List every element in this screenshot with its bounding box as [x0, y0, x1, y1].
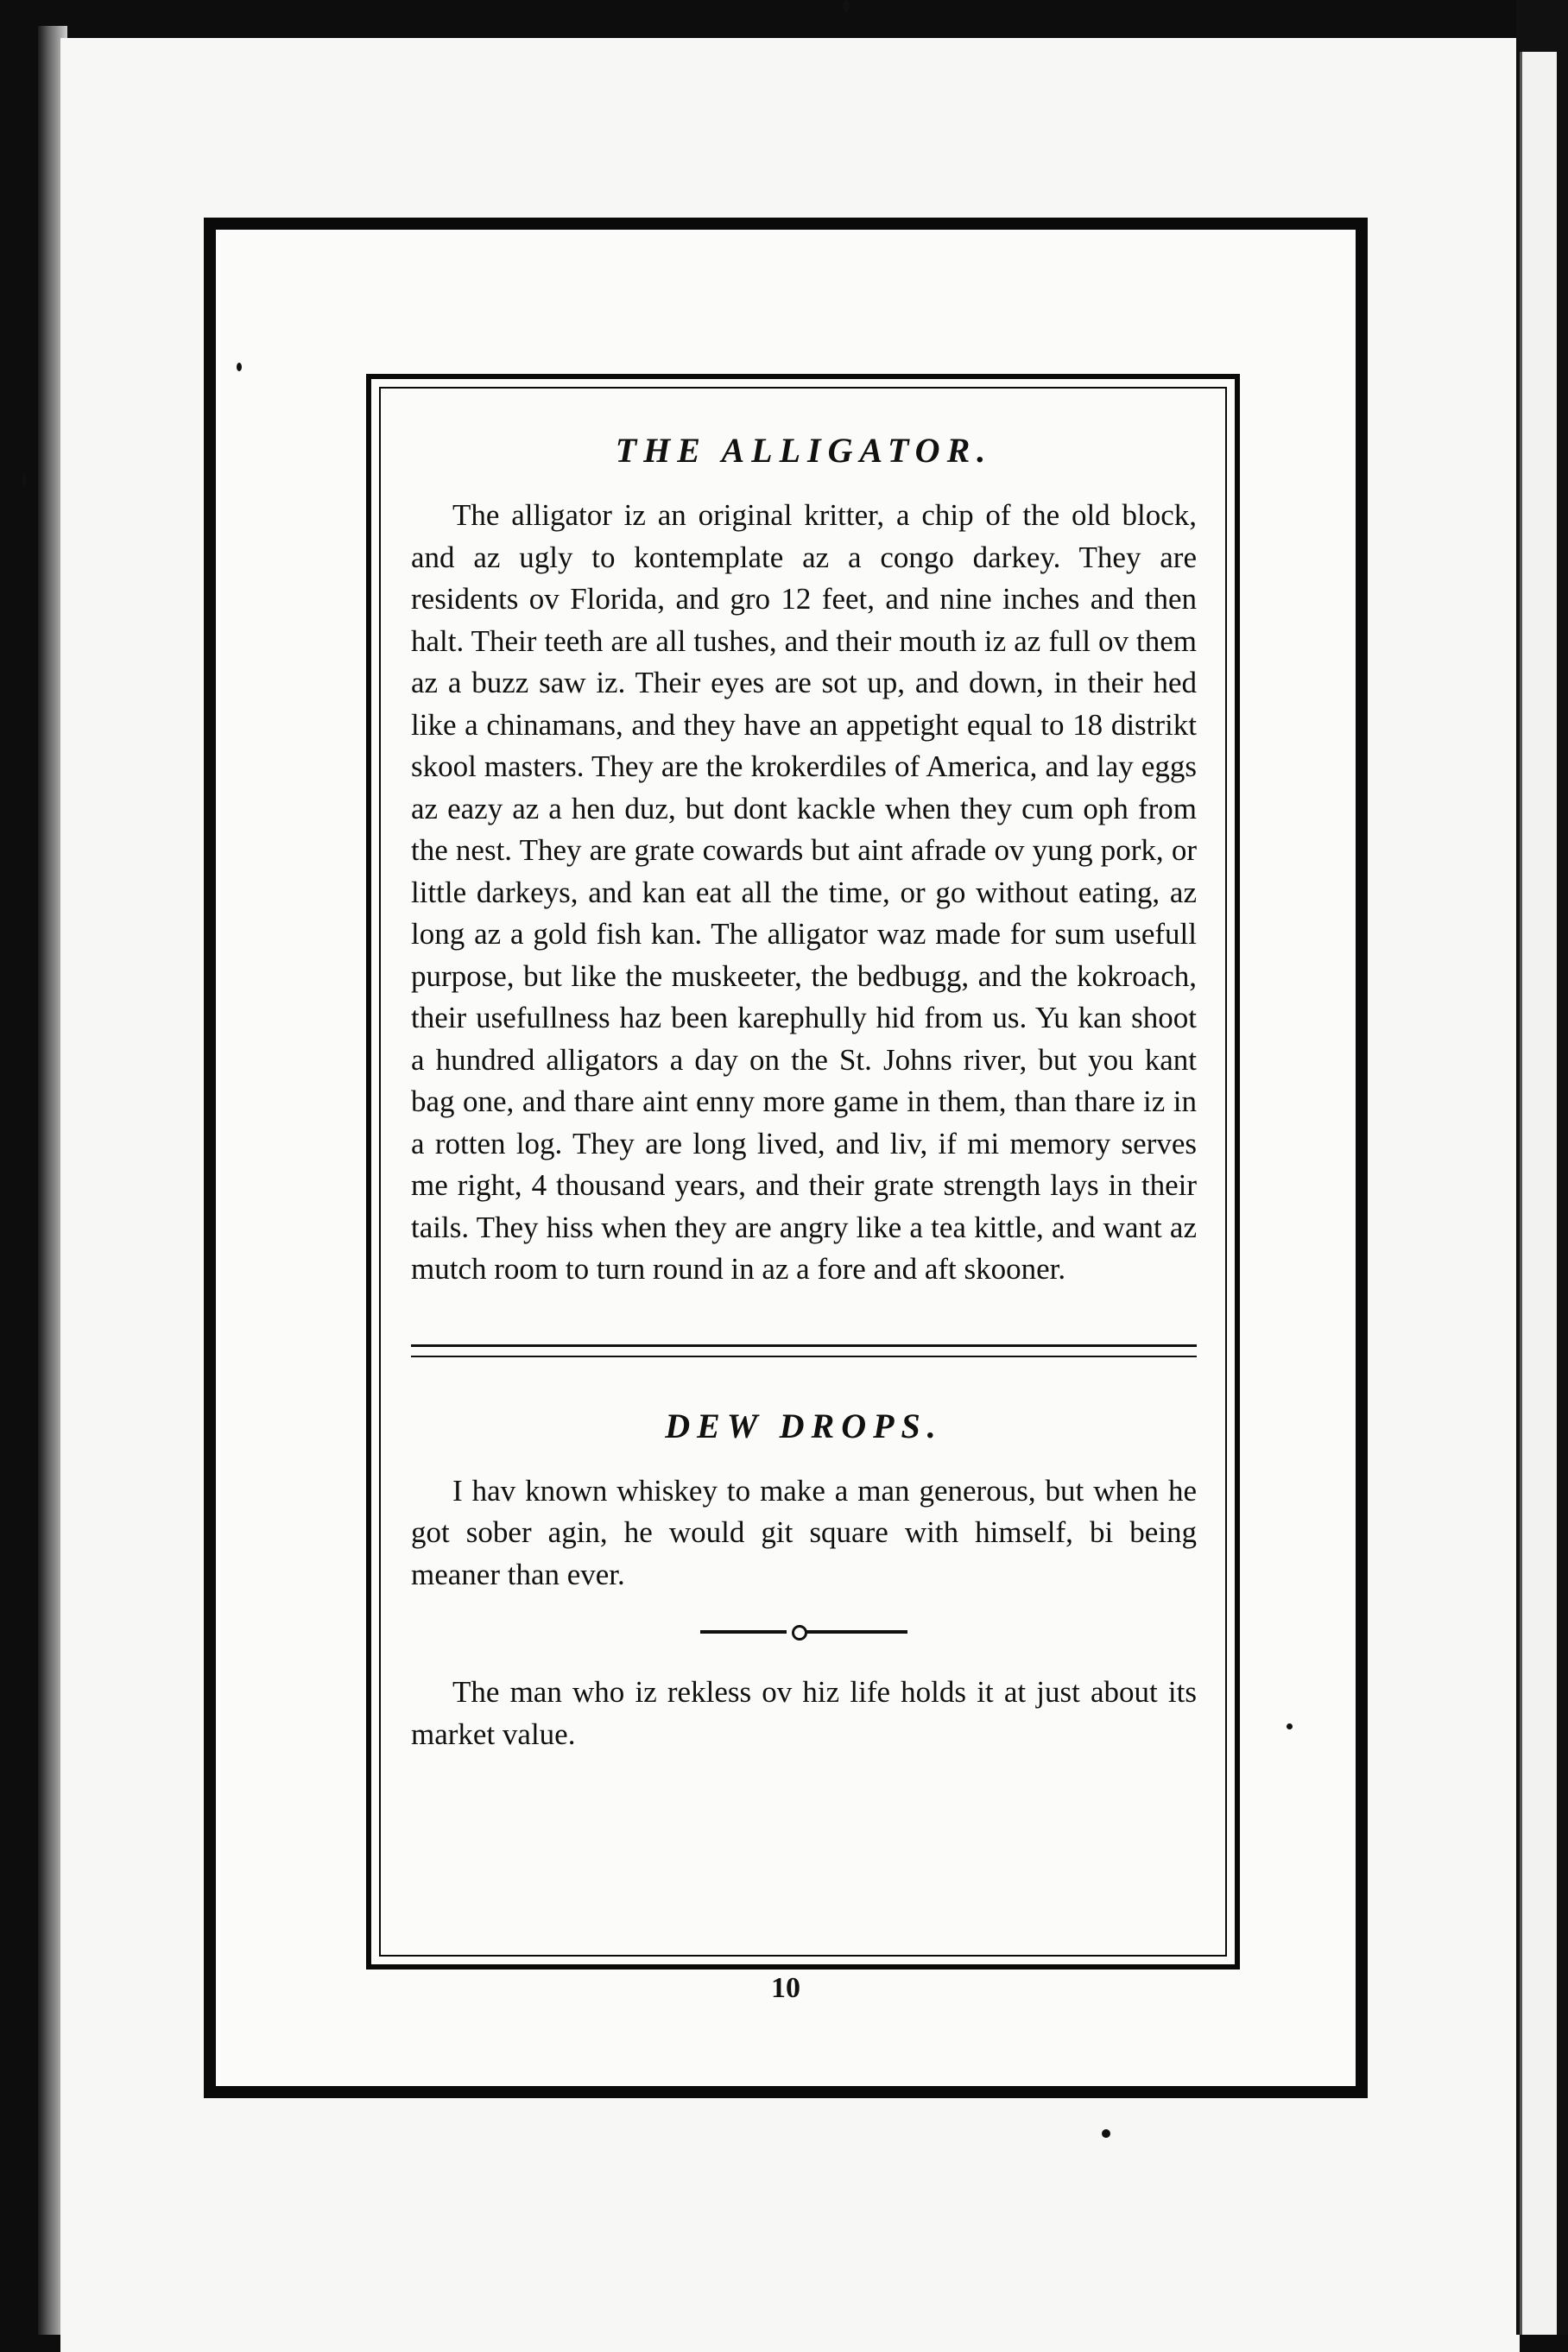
ornament-bar-right [806, 1630, 907, 1634]
dew-drops-paragraph-1: I hav known whiskey to make a man generous, but when he got sober agin, he would git square with himself, bi being meaner than ever. [411, 1473, 1197, 1591]
page-content [411, 414, 1197, 1755]
ink-speck [1287, 1723, 1293, 1729]
ink-speck [843, 0, 850, 12]
alligator-body: The alligator iz an original kritter, a chip of the old block, and az ugly to kontemplate az a congo darkey. They are residents ov Florida, and gro 12 feet, and nine inches and then halt. Their teeth are all tushes, and their mouth iz az full ov them az a buzz saw iz. Their eyes are sot up, and down, in their hed like a chinamans, and they have an appetight equal to 18 distrikt skool masters. They are the krokerdiles of America, and lay eggs az eazy az a hen duz, but dont kackle when they cum oph from the nest. They are grate cowards but aint afrade ov yung pork, or little darkeys, and kan eat all the time, or go without eating, az long az a gold fish kan. The alligator waz made for sum usefull purpose, but like the muskeeter, the bedbugg, and the kokroach, their usefullness haz been karephully hid from us. Yu kan shoot a hundred alligators a day on the St. Johns river, but you kant bag one, and thare aint enny more game in them, than thare iz in a rotten log. They are long lived, and liv, if mi memory serves me right, 4 thousand years, and their grate strength lays in their tails. They hiss when they are angry like a tea kittle, and want az mutch room to turn round in az a fore and aft skooner. [411, 498, 1197, 1286]
section-divider [411, 1344, 1197, 1357]
dew-drops-paragraph-2: The man who iz rekless ov hiz life holds it at just about its market value. [411, 1675, 1197, 1751]
alligator-title: THE ALLIGATOR. [615, 431, 993, 470]
page-number: 10 [771, 1972, 800, 2004]
ink-speck [237, 363, 242, 371]
ornament-bar-left [700, 1630, 787, 1634]
ornament-divider [700, 1622, 907, 1642]
dew-drops-title: DEW DROPS. [665, 1406, 943, 1445]
ink-speck [1102, 2129, 1110, 2138]
ink-speck [22, 473, 26, 487]
next-page-edge [1520, 52, 1557, 2335]
